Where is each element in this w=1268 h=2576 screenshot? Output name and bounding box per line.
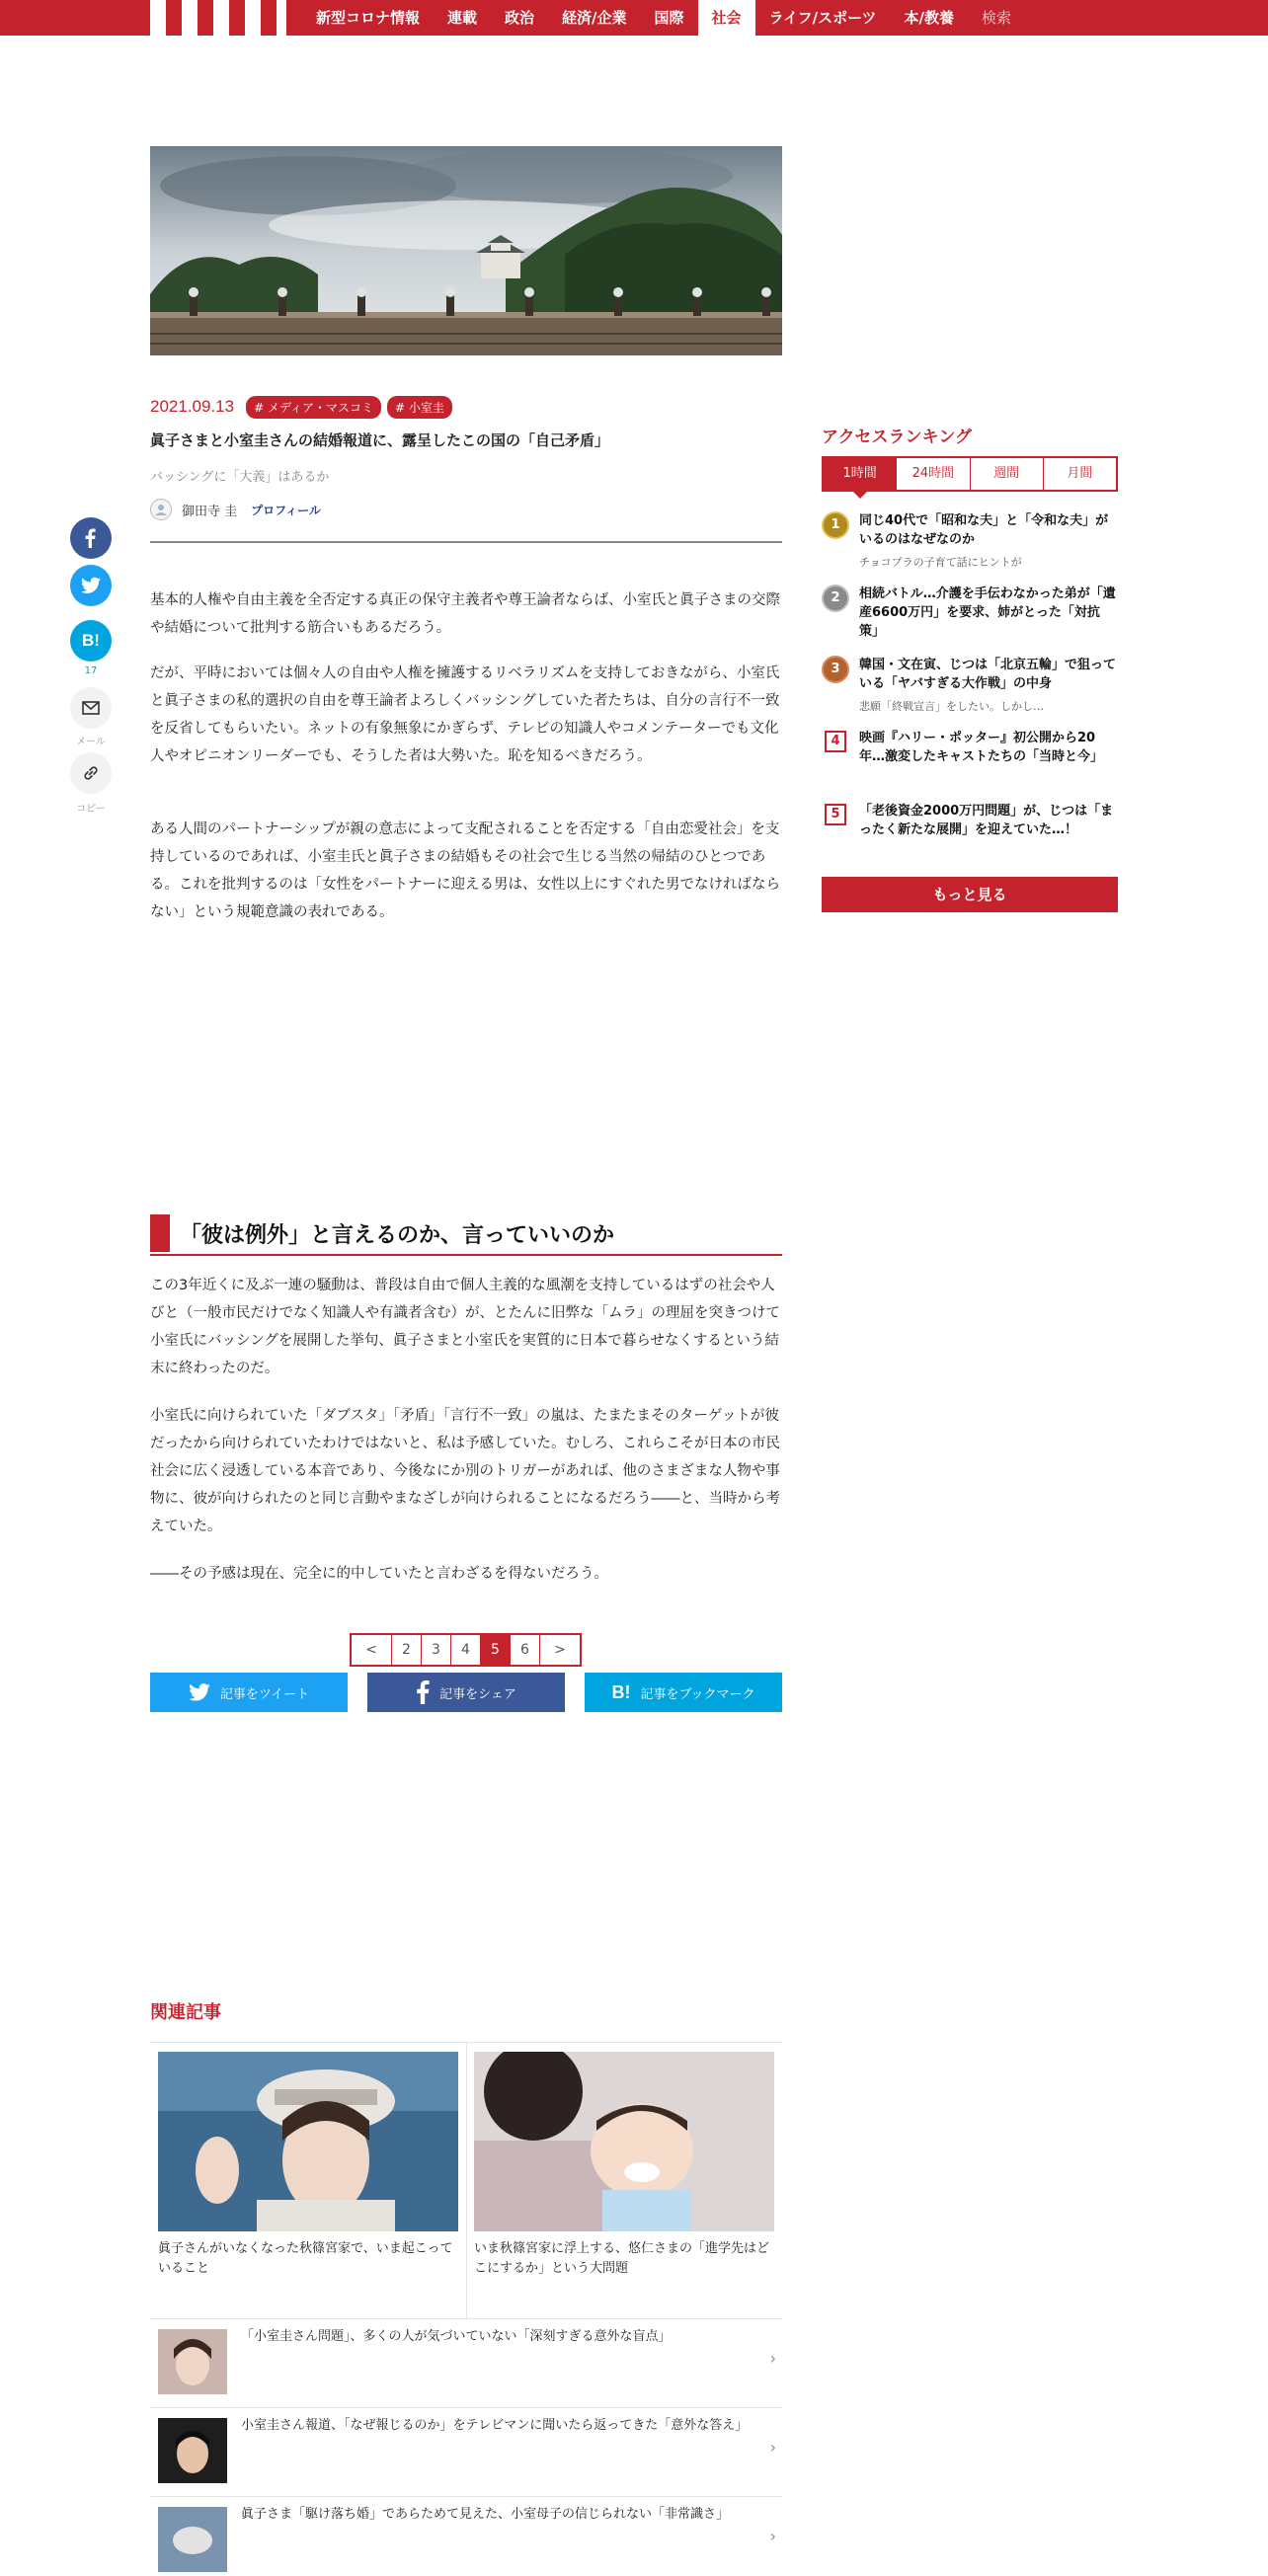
copy-label: コピー bbox=[76, 804, 106, 815]
twitter-icon bbox=[189, 1683, 210, 1701]
nav-menu bbox=[302, 0, 1025, 36]
body-paragraph: ある人間のパートナーシップが親の意志によって支配されることを否定する「自由恋愛社会」を支持しているのであれば、小室圭氏と眞子さまの結婚もその社会で生じる当然の帰結のひとつである。これを批判するのは「女性をパートナーに迎える男は、女性以上にすぐれた男でなければならない」という規範意識の表れである。 bbox=[150, 821, 780, 920]
pagination-next[interactable]: > bbox=[554, 1642, 566, 1658]
related-thumb bbox=[158, 2507, 227, 2572]
facebook-share-icon[interactable] bbox=[70, 517, 112, 559]
chevron-right-icon: › bbox=[769, 2349, 776, 2368]
ranking-item-text bbox=[859, 802, 1118, 839]
tag-media[interactable]: # メディア・マスコミ bbox=[246, 396, 381, 419]
rank-number: 1 bbox=[822, 511, 849, 539]
related-card-title: 眞子さんがいなくなった秋篠宮家で、いま起こっていること bbox=[158, 2241, 453, 2276]
ranking-tab-24h[interactable]: 24時間 bbox=[897, 458, 970, 490]
facebook-share-button[interactable] bbox=[367, 1673, 565, 1712]
ranking-tab-month[interactable]: 月間 bbox=[1067, 466, 1093, 481]
tweet-button[interactable] bbox=[150, 1673, 348, 1712]
ranking-item-title: 映画『ハリー・ポッター』初公開から20年…激変したキャストたちの「当時と今」 bbox=[859, 731, 1104, 764]
ranking-item-sub: 悲願「終戦宣言」をしたい。しかし… bbox=[859, 700, 1044, 713]
ranking-item-text bbox=[859, 729, 1118, 766]
ranking-item-title: 相続バトル…介護を手伝わなかった弟が「遺産6600万円」を要求、姉がとった「対抗策」 bbox=[859, 586, 1116, 639]
nav-item-international[interactable]: 国際 bbox=[654, 9, 684, 27]
author-row bbox=[150, 498, 782, 521]
related-card[interactable] bbox=[474, 2052, 774, 2279]
ranking-item[interactable] bbox=[822, 585, 1118, 644]
nav-item-books[interactable]: 本/教養 bbox=[904, 9, 955, 27]
article-divider bbox=[150, 541, 782, 543]
article-title: 眞子さまと小室圭さんの結婚報道に、露呈したこの国の「自己矛盾」 bbox=[150, 431, 610, 449]
hatena-count: 17 bbox=[84, 665, 98, 676]
top-nav bbox=[0, 0, 1268, 36]
article-meta bbox=[150, 395, 782, 419]
section-heading-text: 「彼は例外」と言えるのか、言っていいのか bbox=[180, 1223, 615, 1248]
author-avatar-icon[interactable] bbox=[150, 499, 172, 520]
twitter-share-icon[interactable] bbox=[70, 565, 112, 606]
ranking-item-text bbox=[859, 585, 1118, 641]
nav-item-search[interactable]: 検索 bbox=[982, 9, 1012, 27]
hatena-icon: B! bbox=[611, 1681, 631, 1702]
facebook-icon bbox=[416, 1680, 430, 1704]
body-paragraph: この3年近くに及ぶ一連の騒動は、普段は自由で個人主義的な風潮を支持しているはずの社会や人びと（一般市民だけでなく知識人や有識者含む）が、とたんに旧弊な「ムラ」の理屈を突きつけて小室氏にバッシングを展開した挙句、眞子さまと小室氏を実質的に日本で暮らせなくするという結末に終わったのだ。 bbox=[150, 1278, 780, 1376]
related-thumb bbox=[158, 2418, 227, 2483]
body-paragraph: 基本的人権や自由主義を全否定する真正の保守主義者や尊王論者ならば、小室氏と眞子さまの交際や結婚について批判する筋合いもあるだろう。 bbox=[150, 592, 780, 636]
ranking-item[interactable] bbox=[822, 656, 1118, 717]
nav-item-economy[interactable]: 経済/企業 bbox=[562, 9, 627, 27]
hatena-bookmark-button[interactable] bbox=[585, 1673, 782, 1712]
related-list-item[interactable] bbox=[150, 2407, 782, 2487]
ranking-item[interactable] bbox=[822, 511, 1118, 573]
rank-number: 4 bbox=[825, 731, 846, 752]
pagination-page[interactable]: 3 bbox=[422, 1635, 451, 1665]
author-profile-link[interactable]: プロフィール bbox=[251, 503, 321, 517]
related-card-image bbox=[158, 2052, 458, 2231]
nav-item-life-sports[interactable]: ライフ/スポーツ bbox=[768, 9, 877, 27]
related-card[interactable] bbox=[158, 2052, 458, 2279]
pagination-page[interactable]: 2 bbox=[392, 1635, 422, 1665]
related-column-divider bbox=[466, 2042, 467, 2318]
ranking-item-title: 韓国・文在寅、じつは「北京五輪」で狙っている「ヤバすぎる大作戦」の中身 bbox=[859, 658, 1117, 691]
chevron-right-icon: › bbox=[769, 2527, 776, 2545]
ranking-item[interactable] bbox=[822, 729, 1118, 788]
pagination-page[interactable]: 6 bbox=[511, 1635, 540, 1665]
hatena-bookmark-icon[interactable]: B! bbox=[70, 620, 112, 662]
related-list-title: 眞子さま「駆け落ち婚」であらためて見えた、小室母子の信じられない「非常識さ」 bbox=[241, 2507, 730, 2522]
nav-item-politics[interactable]: 政治 bbox=[505, 9, 535, 27]
nav-item-society[interactable]: 社会 bbox=[698, 0, 755, 36]
hero-image bbox=[150, 146, 782, 355]
ranking-tabs bbox=[822, 456, 1118, 492]
pagination-page[interactable]: 4 bbox=[451, 1635, 481, 1665]
copy-link-icon[interactable] bbox=[70, 752, 112, 794]
rank-number: 2 bbox=[822, 585, 849, 612]
site-logo[interactable] bbox=[150, 0, 286, 36]
body-paragraph: だが、平時においては個々人の自由や人権を擁護するリベラリズムを支持しておきながら、小室氏と眞子さまの私的選択の自由を尊王論者よろしくバッシングしていた者たちは、自分の言行不一致を反省してもらいたい。ネットの有象無象にかぎらず、テレビの知識人やコメンテーターでも文化人やオピニオンリーダーでも、そうした者は大勢いた。恥を知るべきだろう。 bbox=[150, 665, 780, 764]
hatena-bookmark-label: 記事をブックマーク bbox=[640, 1686, 755, 1702]
pagination-page-current[interactable]: 5 bbox=[481, 1635, 511, 1665]
ranking-item-text bbox=[859, 656, 1118, 716]
related-list-title: 「小室圭さん問題」、多くの人が気づいていない「深刻すぎる意外な盲点」 bbox=[241, 2329, 672, 2344]
nav-item-corona[interactable]: 新型コロナ情報 bbox=[316, 9, 421, 27]
section-heading-bar bbox=[150, 1214, 170, 1252]
tweet-button-label: 記事をツイート bbox=[219, 1686, 310, 1702]
ranking-tab-week[interactable]: 週間 bbox=[971, 458, 1044, 490]
article-date: 2021.09.13 bbox=[150, 397, 235, 416]
ranking-item-title: 同じ40代で「昭和な夫」と「令和な夫」がいるのはなぜなのか bbox=[859, 513, 1109, 547]
nav-item-serial[interactable]: 連載 bbox=[447, 9, 478, 27]
ranking-item-sub: チョコプラの子育て話にヒントが bbox=[859, 556, 1022, 569]
related-card-image bbox=[474, 2052, 774, 2231]
mail-label: メール bbox=[76, 737, 106, 747]
pagination-prev[interactable]: < bbox=[352, 1635, 392, 1665]
ranking-title: アクセスランキング bbox=[822, 428, 972, 447]
mail-share-icon[interactable] bbox=[70, 687, 112, 729]
chevron-right-icon: › bbox=[769, 2438, 776, 2457]
tag-komuro[interactable]: # 小室圭 bbox=[387, 396, 452, 419]
related-articles-title: 関連記事 bbox=[150, 2002, 221, 2023]
body-paragraph: ――その予感は現在、完全に的中していたと言わざるを得ないだろう。 bbox=[150, 1566, 608, 1582]
rank-number: 5 bbox=[825, 804, 846, 825]
related-list-item[interactable] bbox=[150, 2318, 782, 2398]
facebook-share-label: 記事をシェア bbox=[439, 1686, 516, 1702]
section-heading bbox=[150, 1214, 782, 1256]
pagination bbox=[350, 1633, 582, 1667]
related-thumb bbox=[158, 2329, 227, 2394]
body-paragraph: 小室氏に向けられていた「ダブスタ」「矛盾」「言行不一致」の嵐は、たまたまそのターゲットが彼だったから向けられていたわけではないと、私は予感していた。むしろ、これらこそが日本の市民社会に広く浸透している本音であり、今後なにか別のトリガーがあれば、他のさまざまな人物や事物に、彼が向けられたのと同じ言動やまなざしが向けられることになるだろう――と、当時から考えていた。 bbox=[150, 1408, 780, 1534]
related-list-item[interactable] bbox=[150, 2496, 782, 2576]
rank-number: 3 bbox=[822, 656, 849, 683]
ranking-tab-1h[interactable]: 1時間 bbox=[824, 458, 897, 490]
related-card-title: いま秋篠宮家に浮上する、悠仁さまの「進学先はどこにするか」という大問題 bbox=[474, 2241, 770, 2276]
ranking-item-title: 「老後資金2000万円問題」が、じつは「まったく新たな展開」を迎えていた…！ bbox=[859, 804, 1114, 837]
related-list-title: 小室圭さん報道、「なぜ報じるのか」をテレビマンに聞いたら返ってきた「意外な答え」 bbox=[241, 2418, 749, 2433]
article-subtitle: バッシングに「大義」はあるか bbox=[150, 470, 330, 485]
ranking-item[interactable] bbox=[822, 802, 1118, 861]
ranking-more-button[interactable]: もっと見る bbox=[822, 877, 1118, 912]
ranking-item-text bbox=[859, 511, 1118, 572]
author-name[interactable]: 御田寺 圭 bbox=[182, 504, 238, 519]
